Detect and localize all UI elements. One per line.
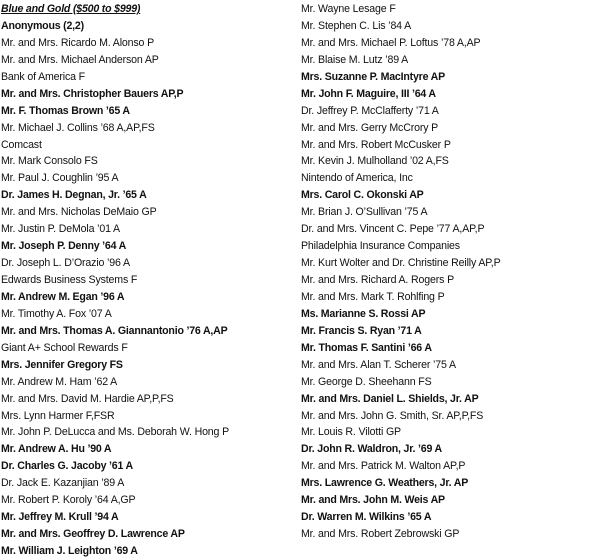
donor-entry: Mr. Timothy A. Fox ’07 A xyxy=(1,307,112,320)
donor-entry: Mr. and Mrs. Thomas A. Giannantonio ’76 A,AP xyxy=(1,324,228,337)
donor-entry: Mr. and Mrs. Robert Zebrowski GP xyxy=(301,528,460,541)
donor-entry: Mr. and Mrs. Robert McCusker P xyxy=(301,138,451,151)
donor-entry: Mr. and Mrs. Daniel L. Shields, Jr. AP xyxy=(301,392,479,405)
donor-entry: Mr. and Mrs. David M. Hardie AP,P,FS xyxy=(1,392,174,405)
donor-entry: Dr. Jack E. Kazanjian ’89 A xyxy=(1,477,125,490)
donor-entry: Mr. Andrew A. Hu ’90 A xyxy=(1,443,112,456)
donor-entry: Mrs. Lynn Harmer F,FSR xyxy=(1,409,115,422)
donor-entry: Mr. and Mrs. Richard A. Rogers P xyxy=(301,274,454,286)
donor-entry: Mrs. Carol C. Okonski AP xyxy=(301,189,424,202)
donor-entry: Mr. Francis S. Ryan ’71 A xyxy=(301,324,422,337)
donor-entry: Dr. Joseph L. D’Orazio ’96 A xyxy=(1,257,130,270)
donor-entry: Mr. Stephen C. Lis ’84 A xyxy=(301,19,412,32)
donor-entry: Mr. Justin P. DeMola ’01 A xyxy=(1,223,120,236)
donor-entry: Mr. and Mrs. Patrick M. Walton AP,P xyxy=(301,460,466,473)
donor-entry: Bank of America F xyxy=(1,70,85,83)
donor-entry: Mr. Andrew M. Ham ’62 A xyxy=(1,375,118,388)
donor-entry: Mr. Kurt Wolter and Dr. Christine Reilly AP,P xyxy=(301,257,501,270)
donor-entry: Edwards Business Systems F xyxy=(1,274,138,286)
donor-entry: Mr. Paul J. Coughlin ’95 A xyxy=(1,172,119,185)
donor-entry: Mr. John F. Maguire, III ’64 A xyxy=(301,87,436,100)
donor-entry: Mr. and Mrs. Nicholas DeMaio GP xyxy=(1,206,157,219)
donor-entry: Mr. Kevin J. Mulholland ’02 A,FS xyxy=(301,155,449,168)
donor-entry: Mr. Michael J. Collins ’68 A,AP,FS xyxy=(1,121,155,134)
donor-entry: Dr. and Mrs. Vincent C. Pepe ’77 A,AP,P xyxy=(301,223,485,236)
donor-entry: Mr. F. Thomas Brown ’65 A xyxy=(1,104,130,117)
donor-entry: Mr. Wayne Lesage F xyxy=(301,3,396,15)
donor-column-left xyxy=(1,1,296,560)
donor-entry: Mrs. Lawrence G. Weathers, Jr. AP xyxy=(301,477,469,490)
donor-entry: Mr. and Mrs. Mark T. Rohlfing P xyxy=(301,290,445,303)
donor-entry: Giant A+ School Rewards F xyxy=(1,341,128,354)
donor-entry: Mr. Jeffrey M. Krull ’94 A xyxy=(1,511,119,524)
donor-entry: Ms. Marianne S. Rossi AP xyxy=(301,307,426,320)
donor-entry: Comcast xyxy=(1,138,42,151)
donor-entry: Mr. and Mrs. Gerry McCrory P xyxy=(301,121,439,134)
donor-entry: Mr. Joseph P. Denny ’64 A xyxy=(1,240,127,253)
donor-entry: Mr. and Mrs. Michael Anderson AP xyxy=(1,53,159,66)
donor-entry: Anonymous (2,2) xyxy=(1,19,84,32)
donor-entry: Mrs. Jennifer Gregory FS xyxy=(1,358,123,371)
donor-entry: Mr. Louis R. Vilotti GP xyxy=(301,426,401,439)
donor-entry: Mr. George D. Sheehann FS xyxy=(301,375,432,388)
donor-entry: Mr. and Mrs. Alan T. Scherer ’75 A xyxy=(301,358,456,371)
donor-entry: Dr. Charles G. Jacoby ’61 A xyxy=(1,460,133,473)
donor-entry: Mr. and Mrs. Geoffrey D. Lawrence AP xyxy=(1,528,185,541)
donor-entry: Dr. Jeffrey P. McClafferty ’71 A xyxy=(301,104,439,117)
donor-entry: Mr. Blaise M. Lutz ’89 A xyxy=(301,53,409,66)
donor-entry: Mr. John P. DeLucca and Ms. Deborah W. Hong P xyxy=(1,426,230,439)
donor-entry: Mr. Mark Consolo FS xyxy=(1,155,98,168)
donor-entry: Mr. Brian J. O’Sullivan ’75 A xyxy=(301,206,428,219)
donor-entry: Nintendo of America, Inc xyxy=(301,172,413,185)
donor-entry: Mr. and Mrs. John M. Weis AP xyxy=(301,494,445,507)
donor-column-right xyxy=(301,1,597,543)
donor-entry: Dr. James H. Degnan, Jr. ’65 A xyxy=(1,189,147,202)
donor-entry: Mr. Andrew M. Egan ’96 A xyxy=(1,290,125,303)
donor-entry: Mr. and Mrs. John G. Smith, Sr. AP,P,FS xyxy=(301,409,484,422)
donor-entry: Mr. and Mrs. Michael P. Loftus ’78 A,AP xyxy=(301,36,481,49)
donor-entry: Philadelphia Insurance Companies xyxy=(301,240,460,253)
donor-entry: Mr. and Mrs. Ricardo M. Alonso P xyxy=(1,36,154,49)
donor-entry: Dr. John R. Waldron, Jr. ’69 A xyxy=(301,443,442,456)
donor-entry: Mr. Robert P. Koroly ’64 A,GP xyxy=(1,494,136,507)
section-heading: Blue and Gold ($500 to $999) xyxy=(1,3,141,15)
donor-entry: Mr. and Mrs. Christopher Bauers AP,P xyxy=(1,87,184,100)
donor-entry: Mrs. Suzanne P. MacIntyre AP xyxy=(301,70,445,83)
donor-entry: Mr. William J. Leighton ’69 A xyxy=(1,545,138,557)
donor-entry: Dr. Warren M. Wilkins ’65 A xyxy=(301,511,432,524)
donor-entry: Mr. Thomas F. Santini ’66 A xyxy=(301,341,432,354)
